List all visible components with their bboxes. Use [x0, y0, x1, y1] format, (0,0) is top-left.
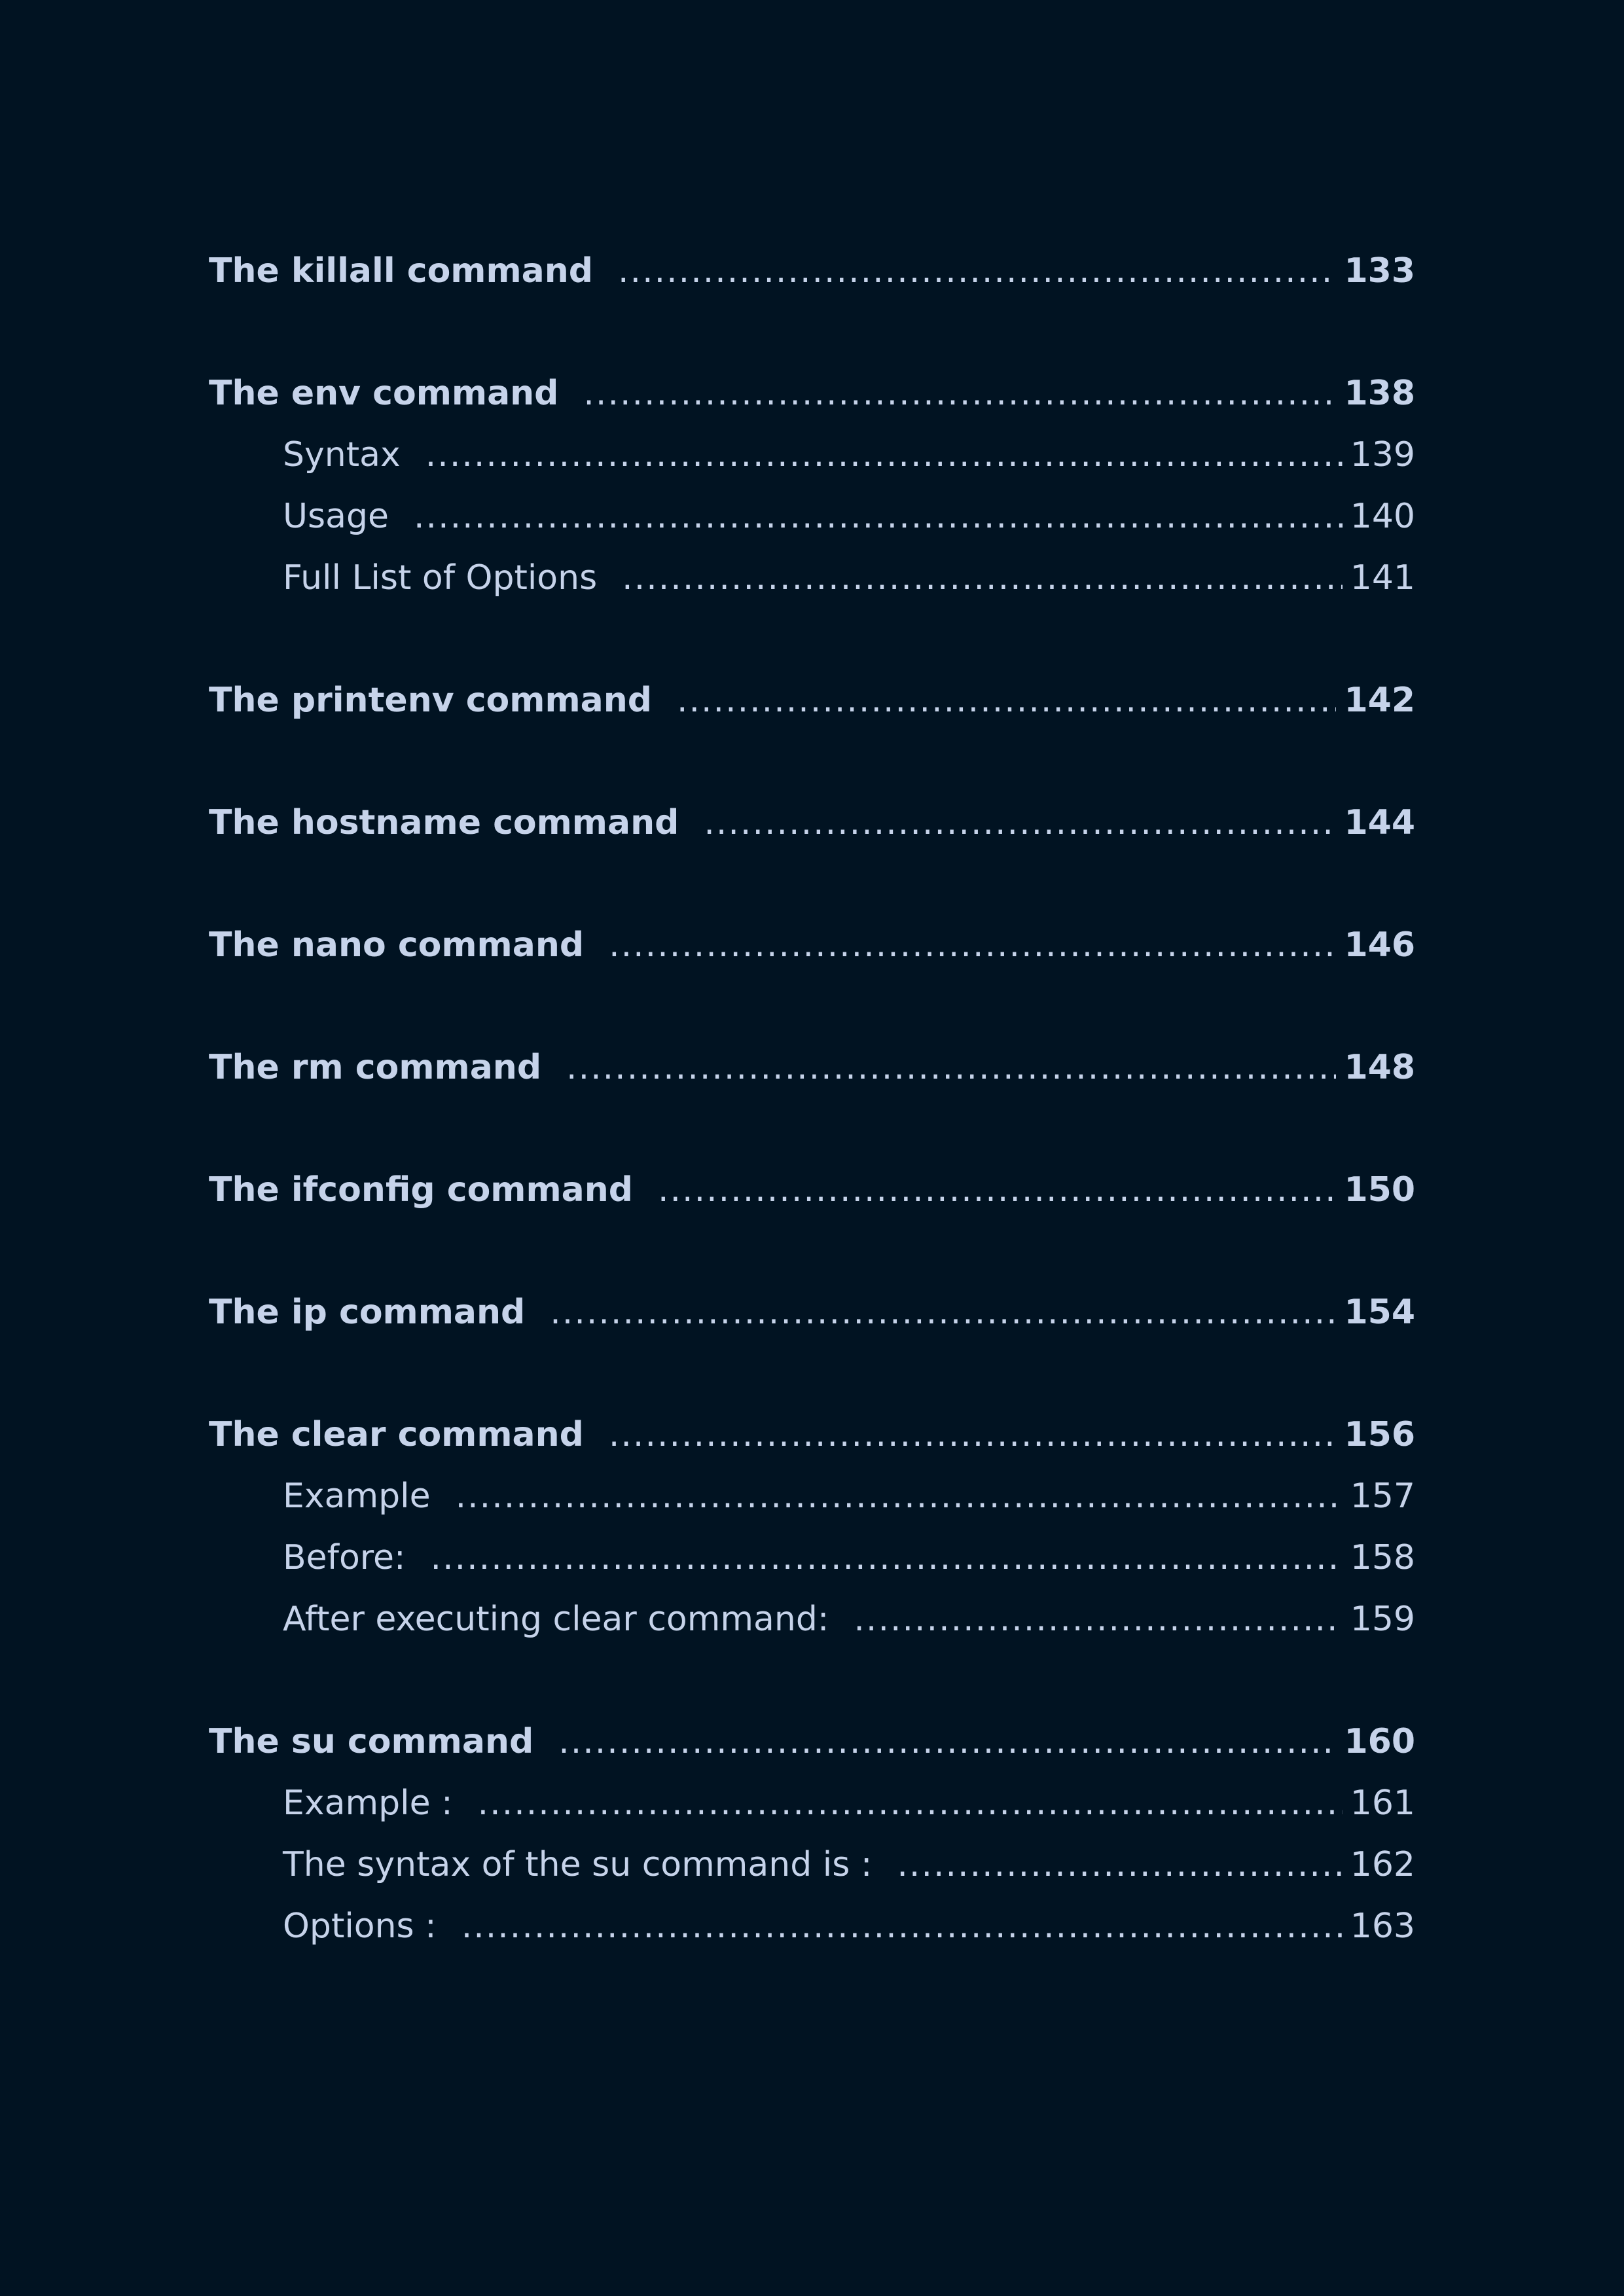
toc-entry-title: Example [283, 1477, 431, 1516]
dot-leader [583, 370, 1336, 417]
dot-leader [478, 1780, 1343, 1827]
dot-leader [550, 1289, 1336, 1336]
toc-entry-title: The rm command [209, 1048, 542, 1087]
dot-leader [558, 1718, 1336, 1765]
toc-entry-su[interactable] [209, 1718, 1415, 1780]
toc-subentry-usage[interactable] [209, 493, 1415, 554]
toc-subentry-su-example[interactable] [209, 1780, 1415, 1841]
dot-leader [618, 247, 1336, 295]
dot-leader [658, 1166, 1336, 1213]
toc-entry-title: Full List of Options [283, 558, 598, 598]
toc-subentry-full-list-of-options[interactable] [209, 554, 1415, 616]
toc-entry-title: The ip command [209, 1293, 526, 1332]
toc-entry-title: The nano command [209, 925, 585, 965]
dot-leader [609, 1411, 1337, 1458]
toc-entry-title: Example : [283, 1784, 453, 1823]
toc-subentry-syntax[interactable] [209, 431, 1415, 493]
toc-entry-ifconfig[interactable] [209, 1166, 1415, 1228]
dot-leader [677, 677, 1336, 724]
toc-entry-page: 141 [1350, 558, 1415, 598]
toc-entry-ip[interactable] [209, 1289, 1415, 1350]
toc-subentry-su-syntax[interactable] [209, 1841, 1415, 1903]
toc-entry-title: The su command [209, 1722, 534, 1761]
toc-entry-title: The hostname command [209, 803, 679, 842]
toc-entry-page: 154 [1344, 1293, 1415, 1332]
toc-entry-title: Usage [283, 497, 389, 536]
dot-leader [854, 1596, 1342, 1643]
toc-entry-page: 140 [1350, 497, 1415, 536]
toc-entry-title: The env command [209, 374, 559, 413]
toc-entry-title: The syntax of the su command is : [283, 1845, 873, 1884]
toc-entry-page: 148 [1344, 1048, 1415, 1087]
toc-entry-title: The printenv command [209, 681, 652, 720]
dot-leader [622, 554, 1343, 601]
toc-subentry-su-options[interactable] [209, 1903, 1415, 1964]
toc-entry-page: 160 [1344, 1722, 1415, 1761]
toc-entry-title: Options : [283, 1907, 437, 1946]
dot-leader [897, 1841, 1342, 1888]
table-of-contents [209, 247, 1415, 1964]
toc-entry-title: The clear command [209, 1415, 584, 1454]
toc-entry-title: The killall command [209, 251, 594, 291]
toc-entry-env[interactable] [209, 370, 1415, 431]
toc-entry-page: 142 [1344, 681, 1415, 720]
dot-leader [456, 1473, 1343, 1520]
toc-entry-hostname[interactable] [209, 799, 1415, 861]
toc-entry-nano[interactable] [209, 922, 1415, 983]
dot-leader [461, 1903, 1343, 1950]
toc-entry-killall[interactable] [209, 247, 1415, 309]
toc-entry-page: 158 [1350, 1538, 1415, 1577]
toc-entry-page: 161 [1350, 1784, 1415, 1823]
toc-entry-title: Syntax [283, 435, 401, 475]
toc-entry-page: 139 [1350, 435, 1415, 475]
toc-subentry-example[interactable] [209, 1473, 1415, 1534]
toc-entry-page: 133 [1344, 251, 1415, 291]
toc-entry-page: 150 [1344, 1170, 1415, 1210]
dot-leader [566, 1044, 1336, 1091]
dot-leader [704, 799, 1336, 846]
dot-leader [425, 431, 1343, 478]
toc-entry-page: 163 [1350, 1907, 1415, 1946]
toc-entry-rm[interactable] [209, 1044, 1415, 1105]
toc-entry-title: Before: [283, 1538, 406, 1577]
toc-entry-page: 157 [1350, 1477, 1415, 1516]
toc-entry-title: The ifconfig command [209, 1170, 633, 1210]
toc-entry-page: 146 [1344, 925, 1415, 965]
toc-entry-clear[interactable] [209, 1411, 1415, 1473]
toc-entry-page: 156 [1344, 1415, 1415, 1454]
dot-leader [609, 922, 1336, 969]
dot-leader [431, 1534, 1343, 1581]
toc-entry-printenv[interactable] [209, 677, 1415, 738]
toc-entry-page: 162 [1350, 1845, 1415, 1884]
dot-leader [414, 493, 1343, 540]
toc-subentry-after-executing-clear[interactable] [209, 1596, 1415, 1657]
toc-subentry-before[interactable] [209, 1534, 1415, 1596]
toc-entry-page: 138 [1344, 374, 1415, 413]
toc-entry-page: 159 [1350, 1600, 1415, 1639]
toc-entry-title: After executing clear command: [283, 1600, 829, 1639]
toc-entry-page: 144 [1344, 803, 1415, 842]
